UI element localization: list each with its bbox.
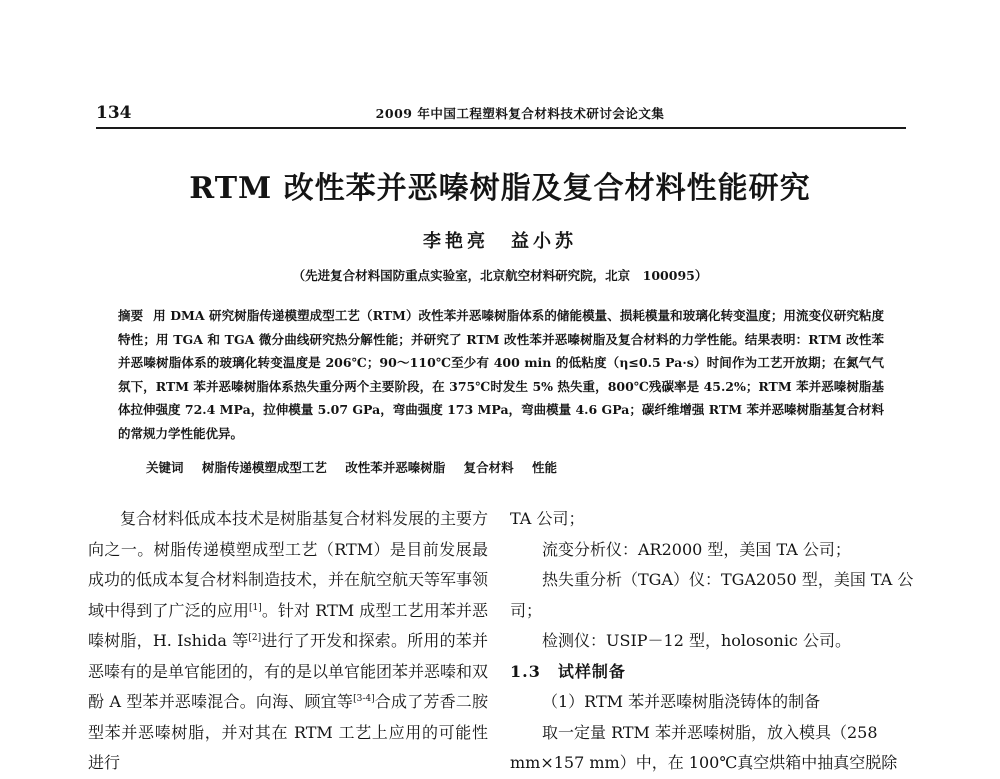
abstract <box>118 304 884 446</box>
intro-text-3: 进行了开发和探索。所用的苯并恶嗪有的是单官能团的，有的是以单官能团苯并恶嗪和双酚 A 型苯并恶嗪混合。向海、顾宜等 <box>88 631 489 711</box>
equipment-line: 检测仪：USIP－12 型，holosonic 公司。 <box>542 631 851 650</box>
body-left-column <box>88 504 488 779</box>
section-heading: 1.3 试样制备 <box>510 661 626 681</box>
paper-affiliation: （先进复合材料国防重点实验室，北京航空材料研究院，北京 100095） <box>292 268 708 283</box>
body-line: mm×157 mm）中，在 100℃真空烘箱中抽真空脱除 <box>510 753 898 772</box>
intro-paragraph <box>88 504 488 779</box>
intro-text-2: 。针对 RTM 成型工艺用苯并恶嗪树脂，H. Ishida 等 <box>88 600 488 650</box>
intro-text-1: 复合材料低成本技术是树脂基复合材料发展的主要方向之一。树脂传递模塑成型工艺（RTM）是目前发展最成功的低成本复合材料制造技术，并在航空航天等军事领域中得到了广泛的应用 <box>88 509 489 620</box>
abstract-text: 用 DMA 研究树脂传递模塑成型工艺（RTM）改性苯并恶嗪树脂体系的储能模量、损耗模量和玻璃化转变温度；用流变仪研究粘度特性；用 TGA 和 TGA 微分曲线研究热分解性能；并研究了 RTM 改性苯并恶嗪树脂及复合材料的力学性能。结果表明：RTM 改性苯并恶嗪树脂体系的玻璃化转变温度是 206℃；90～110℃至少有 400 min 的低粘度（η≤0.5 Pa·s）时间作为工艺开放期；在氮气气氛下，RTM 苯并恶嗪树脂体系热失重分两个主要阶段，在 375℃时发生 5% 热失重，800℃残碳率是 45.2%；RTM 苯并恶嗪树脂基体拉伸强度 72.4 MPa，拉伸模量 5.07 GPa，弯曲强度 173 MPa，弯曲模量 4.6 GPa；碳纤维增强 RTM 苯并恶嗪树脂基复合材料的常规力学性能优异。 <box>118 308 884 441</box>
citation-ref: [1] <box>248 602 262 613</box>
intro-text-4: 合成了芳香二胺型苯并恶嗪树脂，并对其在 RTM 工艺上应用的可能性进行 <box>88 692 488 772</box>
equipment-line: 司； <box>510 600 543 620</box>
keyword-item: 改性苯并恶嗪树脂 <box>345 460 446 475</box>
body-right-column <box>510 504 914 779</box>
keyword-item: 树脂传递模塑成型工艺 <box>201 460 327 475</box>
paper-authors: 李艳亮 益小苏 <box>423 231 577 252</box>
citation-ref: [3-4] <box>353 694 375 704</box>
keyword-item: 复合材料 <box>463 460 514 475</box>
body-line: 取一定量 RTM 苯并恶嗪树脂，放入模具（258 <box>542 722 878 742</box>
equipment-line: 流变分析仪：AR2000 型，美国 TA 公司； <box>542 539 851 559</box>
running-title: 2009 年中国工程塑料复合材料技术研讨会论文集 <box>375 106 665 121</box>
equipment-line: TA 公司； <box>510 509 585 528</box>
keywords <box>146 458 886 476</box>
paper-title: RTM 改性苯并恶嗪树脂及复合材料性能研究 <box>189 171 811 206</box>
keywords-label: 关键词 <box>146 460 184 475</box>
abstract-label: 摘要 <box>118 308 144 323</box>
keyword-item: 性能 <box>532 460 558 475</box>
page-number: 134 <box>96 103 132 123</box>
citation-ref: [2] <box>248 633 262 643</box>
header-rule <box>96 127 906 129</box>
equipment-line: 热失重分析（TGA）仪：TGA2050 型，美国 TA 公 <box>542 570 914 589</box>
subsection-line: （1）RTM 苯并恶嗪树脂浇铸体的制备 <box>542 692 821 711</box>
